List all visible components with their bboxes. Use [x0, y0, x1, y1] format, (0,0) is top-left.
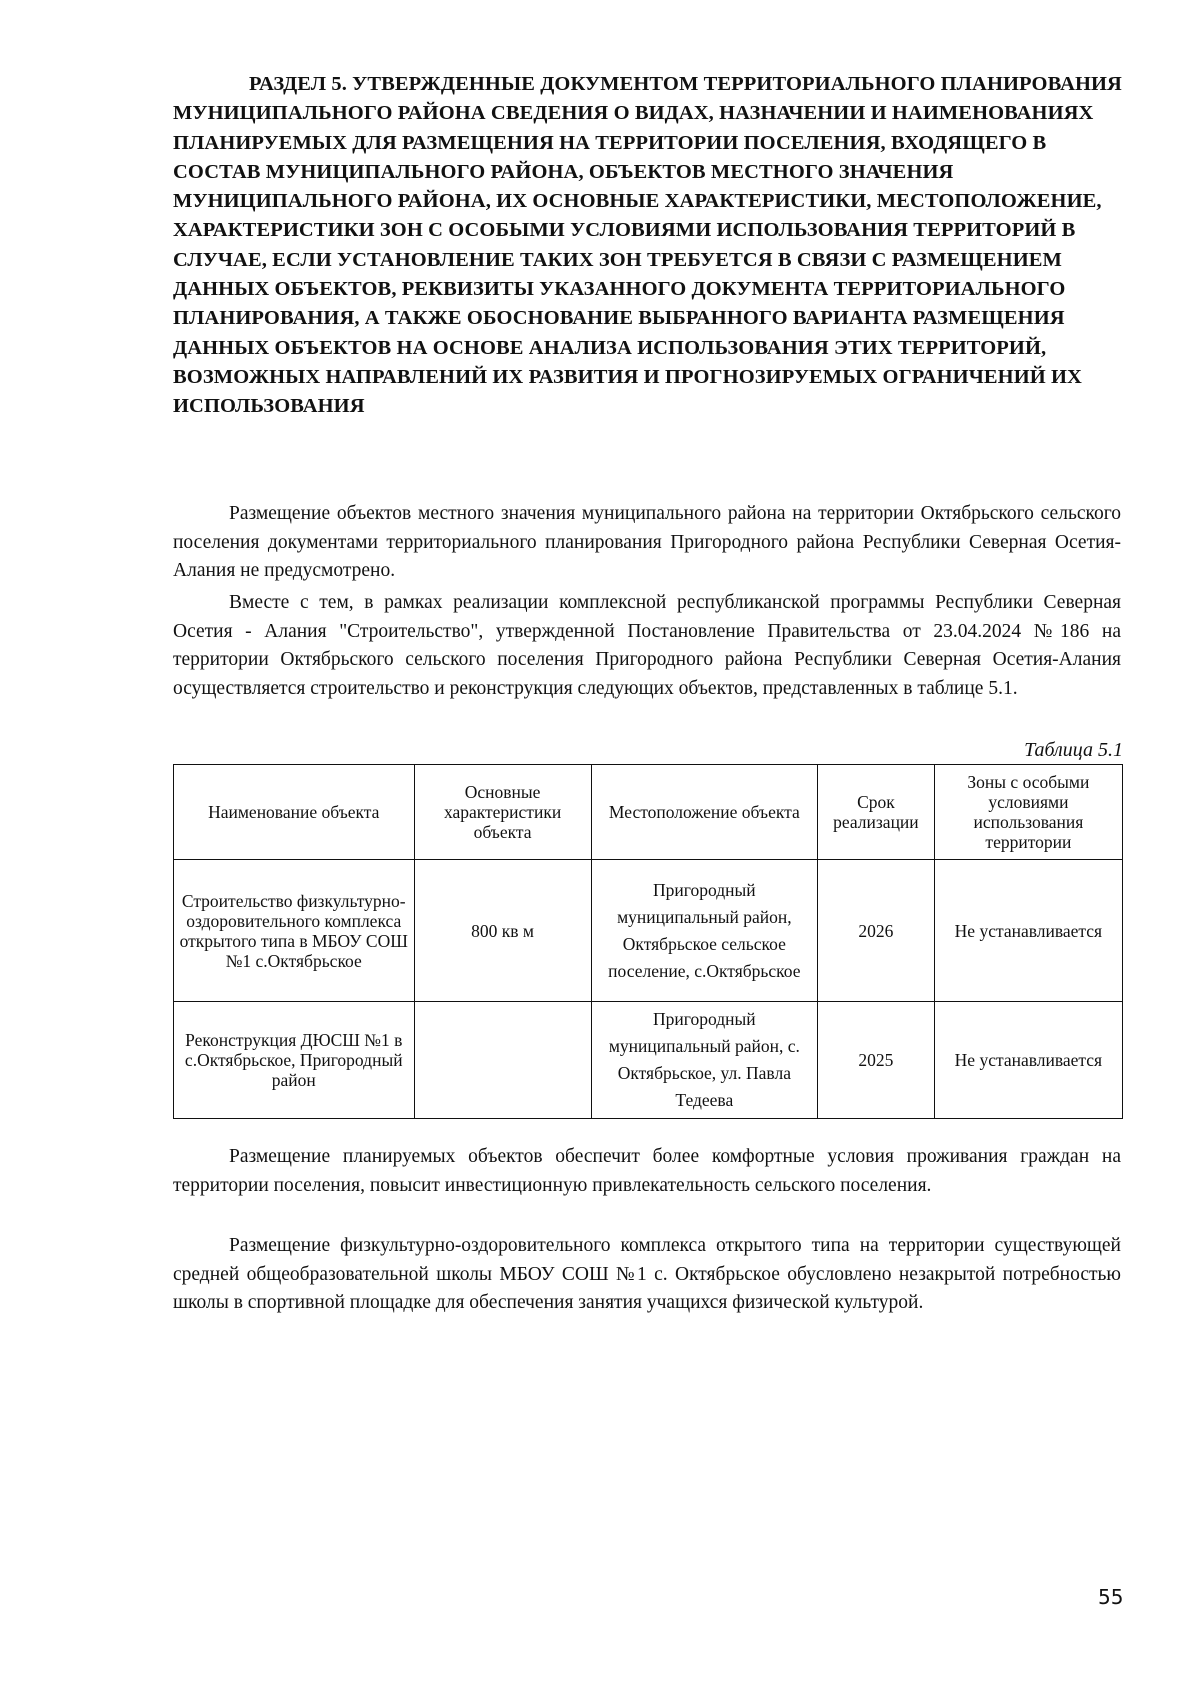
page-number: 55 — [1098, 1585, 1124, 1609]
table-caption: Таблица 5.1 — [1024, 739, 1123, 761]
header-name: Наименование объекта — [174, 765, 415, 860]
paragraph-2: Вместе с тем, в рамках реализации комплексной республиканской программы Республики Северная Осетия - Алания "Строительство", утвержденной Постановление Правительства от 23.04.2024 №186 на территории Октябрьского сельского поселения Пригородного района Республики Северная Осетия-Алания осуществляется строительство и реконструкция следующих объектов, представленных в таблице 5.1. — [173, 592, 1121, 699]
section-heading: РАЗДЕЛ 5. УТВЕРЖДЕННЫЕ ДОКУМЕНТОМ ТЕРРИТОРИАЛЬНОГО ПЛАНИРОВАНИЯ МУНИЦИПАЛЬНОГО РАЙОНА СВЕДЕНИЯ О ВИДАХ, НАЗНАЧЕНИИ И НАИМЕНОВАНИЯХ ПЛАНИРУЕМЫХ ДЛЯ РАЗМЕЩЕНИЯ НА ТЕРРИТОРИИ ПОСЕЛЕНИЯ, ВХОДЯЩЕГО В СОСТАВ МУНИЦИПАЛЬНОГО РАЙОНА, ОБЪЕКТОВ МЕСТНОГО ЗНАЧЕНИЯ МУНИЦИПАЛЬНОГО РАЙОНА, ИХ ОСНОВНЫЕ ХАРАКТЕРИСТИКИ, МЕСТОПОЛОЖЕНИЕ, ХАРАКТЕРИСТИКИ ЗОН С ОСОБЫМИ УСЛОВИЯМИ ИСПОЛЬЗОВАНИЯ ТЕРРИТОРИЙ В СЛУЧАЕ, ЕСЛИ УСТАНОВЛЕНИЕ ТАКИХ ЗОН ТРЕБУЕТСЯ В СВЯЗИ С РАЗМЕЩЕНИЕМ ДАННЫХ ОБЪЕКТОВ, РЕКВИЗИТЫ УКАЗАННОГО ДОКУМЕНТА ТЕРРИТОРИАЛЬНОГО ПЛАНИРОВАНИЯ, А ТАКЖЕ ОБОСНОВАНИЕ ВЫБРАННОГО ВАРИАНТА РАЗМЕЩЕНИЯ ДАННЫХ ОБЪЕКТОВ НА ОСНОВЕ АНАЛИЗА ИСПОЛЬЗОВАНИЯ ЭТИХ ТЕРРИТОРИЙ, ВОЗМОЖНЫХ НАПРАВЛЕНИЙ ИХ РАЗВИТИЯ И ПРОГНОЗИРУЕМЫХ ОГРАНИЧЕНИЙ ИХ ИСПОЛЬЗОВАНИЯ — [173, 73, 1122, 418]
cell-name: Строительство физкультурно-оздоровительного комплекса открытого типа в МБОУ СОШ №1 с.Октябрьское — [174, 860, 415, 1002]
cell-zones: Не устанавливается — [934, 860, 1122, 1002]
cell-name: Реконструкция ДЮСШ №1 в с.Октябрьское, Пригородный район — [174, 1002, 415, 1119]
cell-term: 2025 — [818, 1002, 935, 1119]
paragraph-1: Размещение объектов местного значения муниципального района на территории Октябрьского сельского поселения документами территориального планирования Пригородного района Республики Северная Осетия-Алания не предусмотрено. — [173, 503, 1121, 581]
cell-zones: Не устанавливается — [934, 1002, 1122, 1119]
cell-location: Пригородный муниципальный район, с. Октябрьское, ул. Павла Тедеева — [591, 1002, 817, 1119]
cell-characteristics — [414, 1002, 591, 1119]
paragraph-4: Размещение физкультурно-оздоровительного комплекса открытого типа на территории существующей средней общеобразовательной школы МБОУ СОШ №1 с. Октябрьское обусловлено незакрытой потребностью школы в спортивной площадке для обеспечения занятия учащихся физической культурой. — [173, 1235, 1121, 1313]
table-header-row — [174, 765, 1123, 860]
header-zones: Зоны с особыми условиями использования территории — [934, 765, 1122, 860]
table-row — [174, 860, 1123, 1002]
table-row — [174, 1002, 1123, 1119]
cell-term: 2026 — [818, 860, 935, 1002]
cell-location: Пригородный муниципальный район, Октябрьское сельское поселение, с.Октябрьское — [591, 860, 817, 1002]
paragraph-3: Размещение планируемых объектов обеспечит более комфортные условия проживания граждан на территории поселения, повысит инвестиционную привлекательность сельского поселения. — [173, 1146, 1121, 1196]
objects-table — [173, 764, 1123, 1119]
header-characteristics: Основные характеристики объекта — [414, 765, 591, 860]
header-term: Срок реализации — [818, 765, 935, 860]
cell-characteristics: 800 кв м — [414, 860, 591, 1002]
header-location: Местоположение объекта — [591, 765, 817, 860]
